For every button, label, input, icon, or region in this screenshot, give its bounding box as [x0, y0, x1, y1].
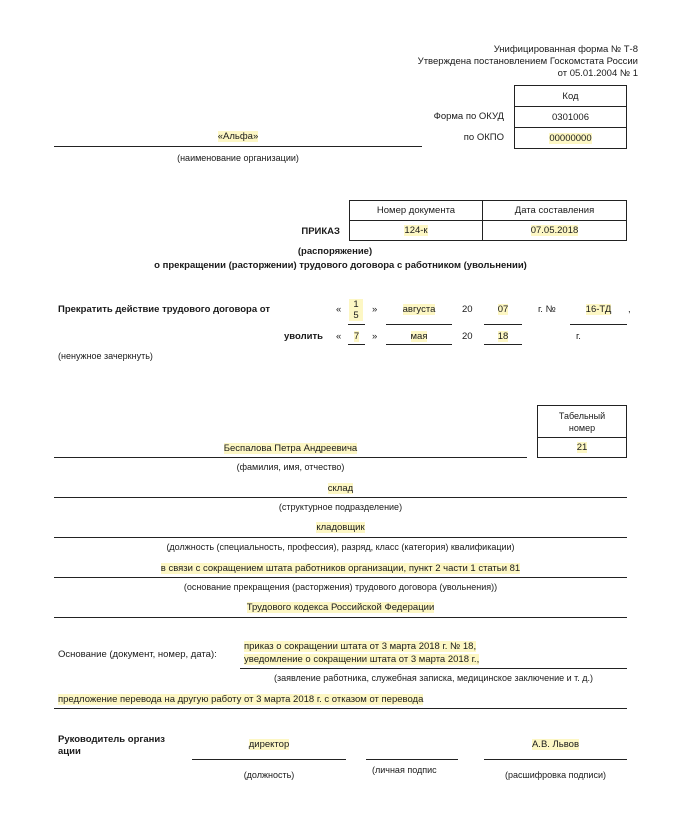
form-code-line: Унифицированная форма № Т-8 [493, 44, 638, 55]
dismiss-year-suffix: г. [576, 331, 581, 342]
order-title: ПРИКАЗ [301, 226, 340, 237]
strikeout-note: (ненужное зачеркнуть) [58, 351, 153, 361]
law-underline [54, 617, 627, 618]
basis-line-3: предложение перевода на другую работу от 3 марта 2018 г. с отказом от перевода [58, 694, 424, 705]
dismiss-month: мая [410, 331, 428, 342]
doc-date-header-label: Дата составления [514, 205, 595, 216]
department-value: склад [327, 483, 354, 494]
okud-value: 0301006 [552, 111, 589, 123]
department-caption: (структурное подразделение) [278, 502, 403, 512]
doc-number-value: 124-к [404, 225, 428, 236]
reason-row [54, 563, 627, 574]
basis-line-3-underline [54, 708, 627, 709]
director-name: А.В. Львов [531, 739, 580, 750]
position-underline [54, 537, 627, 538]
tab-number-value: 21 [576, 442, 588, 453]
director-position-row [192, 739, 346, 750]
contract-comma: , [628, 304, 631, 315]
tab-number-header-line-2: номер [568, 422, 596, 433]
dismiss-day: 7 [353, 331, 360, 342]
director-position-underline [192, 759, 346, 760]
employee-name-underline [54, 457, 527, 458]
position-caption: (должность (специальность, профессия), разряд, класс (категория) квалификации) [166, 542, 515, 552]
doc-date-header [482, 200, 627, 221]
contract-quote-close: » [372, 304, 378, 315]
dismiss-quote-open: « [336, 331, 342, 342]
order-subtitle-2: о прекращении (расторжении) трудового договора с работником (увольнении) [154, 260, 527, 271]
contract-day [349, 299, 363, 321]
reason-caption: (основание прекращения (расторжения) трудового договора (увольнения)) [183, 582, 498, 592]
position-value: кладовщик [316, 522, 365, 533]
contract-month-row [386, 304, 452, 315]
contract-number: 16-ТД [585, 304, 612, 315]
okud-cell [514, 106, 627, 128]
director-label-line-2: ации [58, 746, 81, 757]
contract-day-digit-1: 1 [353, 299, 359, 310]
okpo-cell [514, 127, 627, 149]
dismiss-month-row [386, 331, 452, 342]
organization-name-row [54, 131, 422, 142]
contract-month-underline [386, 324, 452, 325]
codes-header-label: Код [562, 90, 579, 102]
director-label-line-1: Руководитель организ [58, 734, 165, 745]
dismiss-day-underline [348, 344, 365, 345]
employee-name: Беспалова Петра Андреевича [223, 443, 358, 454]
basis-line-1-row [244, 641, 476, 652]
director-position-caption: (должность) [243, 770, 295, 780]
organization-underline [54, 146, 422, 147]
okpo-label: по ОКПО [463, 132, 504, 143]
dismiss-year: 18 [497, 331, 509, 342]
codes-header-cell [514, 85, 627, 107]
order-subtitle-1: (распоряжение) [297, 246, 373, 257]
dismiss-year-prefix: 20 [462, 331, 473, 342]
dismiss-label: уволить [284, 331, 323, 342]
contract-year-underline [484, 324, 522, 325]
director-signature-line [366, 759, 458, 760]
reason-value: в связи с сокращением штата работников организации, пункт 2 части 1 статьи 81 [160, 563, 521, 574]
position-row [54, 522, 627, 533]
basis-line-2-row [244, 654, 479, 665]
dismiss-quote-close: » [372, 331, 378, 342]
contract-month: августа [402, 304, 436, 315]
reason-underline [54, 577, 627, 578]
contract-number-label: г. № [538, 304, 556, 315]
law-row [54, 602, 627, 613]
tab-number-header-line-1: Табельный [558, 410, 606, 421]
form-approval-date: от 05.01.2004 № 1 [557, 68, 638, 79]
basis-underline [240, 668, 627, 669]
basis-line-1: приказ о сокращении штата от 3 марта 2018 г. № 18, [244, 641, 477, 652]
contract-label: Прекратить действие трудового договора от [58, 304, 271, 315]
director-position: директор [248, 739, 290, 750]
law-value: Трудового кодекса Российской Федерации [246, 602, 435, 613]
basis-line-3-row [58, 694, 423, 705]
contract-number-underline [570, 324, 627, 325]
employee-name-caption: (фамилия, имя, отчество) [236, 462, 345, 472]
doc-date-cell [482, 220, 627, 241]
organization-name: «Альфа» [217, 131, 259, 142]
basis-label: Основание (документ, номер, дата): [58, 649, 217, 660]
dismiss-day-row [348, 331, 365, 342]
contract-quote-open: « [336, 304, 342, 315]
okpo-value: 00000000 [549, 132, 592, 144]
basis-line-2: уведомление о сокращении штата от 3 марта 2018 г., [244, 654, 480, 665]
director-name-row [484, 739, 627, 750]
department-underline [54, 497, 627, 498]
form-approval-line: Утверждена постановлением Госкомстата России [417, 56, 638, 67]
organization-caption: (наименование организации) [177, 153, 299, 163]
basis-caption: (заявление работника, служебная записка, медицинское заключение и т. д.) [273, 673, 594, 683]
dismiss-month-underline [386, 344, 452, 345]
contract-day-digit-2: 5 [353, 310, 359, 321]
contract-year-prefix: 20 [462, 304, 473, 315]
doc-date-value: 07.05.2018 [530, 225, 579, 236]
director-name-underline [484, 759, 627, 760]
dismiss-year-row [484, 331, 522, 342]
tab-number-cell [537, 437, 627, 458]
director-name-caption: (расшифровка подписи) [505, 770, 606, 780]
tab-number-header [537, 405, 627, 438]
director-signature-caption: (личная подпис [372, 765, 437, 775]
doc-number-header [349, 200, 483, 221]
department-row [54, 483, 627, 494]
contract-year-row [484, 304, 522, 315]
doc-number-header-label: Номер документа [376, 205, 456, 216]
okud-label: Форма по ОКУД [433, 111, 504, 122]
employee-name-row [54, 443, 527, 454]
contract-day-underline [348, 324, 365, 325]
dismiss-year-underline [484, 344, 522, 345]
contract-number-row [570, 304, 627, 315]
doc-number-cell [349, 220, 483, 241]
contract-year: 07 [497, 304, 509, 315]
